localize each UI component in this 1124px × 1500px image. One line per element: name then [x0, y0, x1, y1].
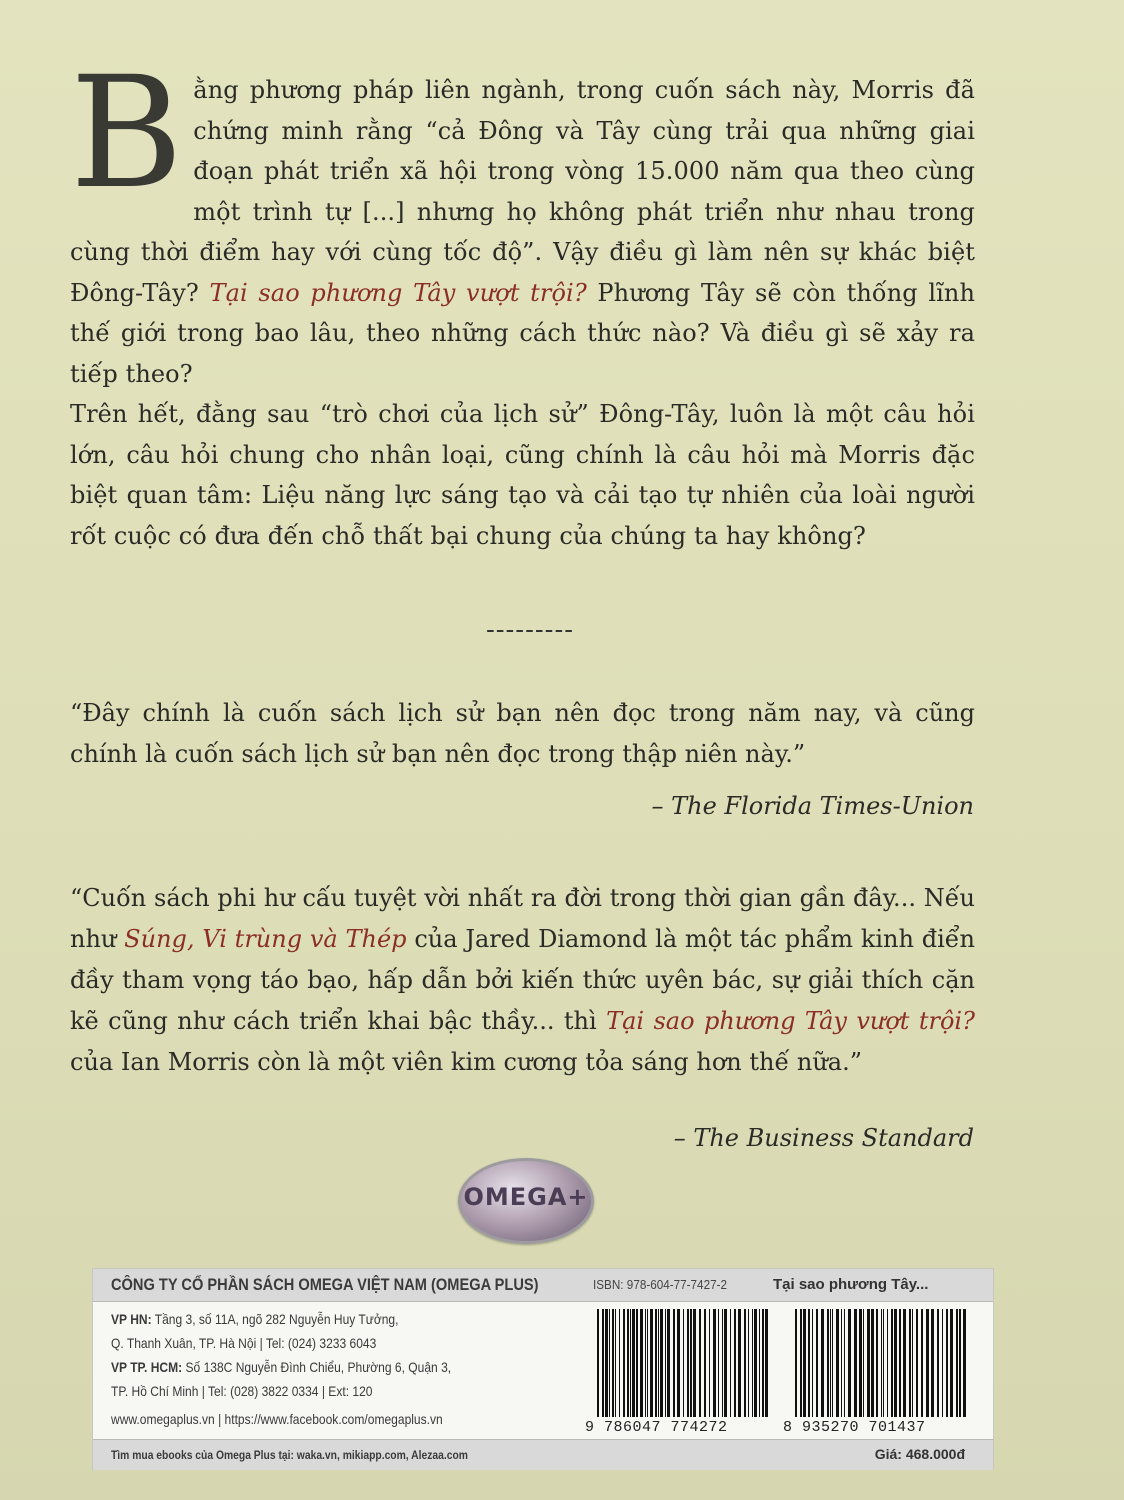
- description-paragraph-2: Trên hết, đằng sau “trò chơi của lịch sử” Đông-Tây, luôn là một câu hỏi lớn, câu hỏi chung cho nhân loại, cũng chính là câu hỏi mà Morris đặc biệt quan tâm: Liệu năng lực sáng tạo và cải tạo tự nhiên của loài người rốt cuộc có đưa đến chỗ thất bại chung của chúng ta hay không?: [70, 400, 975, 550]
- barcode-bar: [832, 1309, 833, 1417]
- barcode-bar: [891, 1309, 893, 1417]
- barcode-bar: [937, 1309, 939, 1417]
- barcode-bar: [660, 1309, 663, 1417]
- barcode-bar: [762, 1309, 764, 1417]
- barcode-bar: [709, 1309, 710, 1417]
- barcode-bar: [704, 1309, 706, 1417]
- product-barcode-digits: 8 935270 701437: [783, 1419, 926, 1436]
- barcode-bar: [730, 1309, 731, 1417]
- barcode-bar: [899, 1309, 901, 1417]
- description-p1-end: Phương Tây sẽ còn thống lĩnh thế giới trong bao lâu, theo những cách thức nào? Và điều gì sẽ xảy ra tiếp theo?: [70, 278, 976, 388]
- barcode-bar: [803, 1309, 806, 1417]
- barcode-bar: [956, 1309, 958, 1417]
- barcode-bar: [693, 1309, 696, 1417]
- quote-1-source: – The Florida Times-Union: [651, 792, 974, 820]
- barcode-bar: [827, 1309, 829, 1417]
- barcode-bar: [722, 1309, 723, 1417]
- barcode-bar: [830, 1309, 831, 1417]
- publisher-company-name: CÔNG TY CỔ PHẦN SÁCH OMEGA VIỆT NAM (OMEGA PLUS): [111, 1275, 539, 1294]
- price-text: Giá: 468.000đ: [874, 1446, 965, 1462]
- barcode-bar: [946, 1309, 948, 1417]
- barcode-bar: [724, 1309, 727, 1417]
- publisher-label: [92, 1268, 994, 1470]
- barcode-bar: [795, 1309, 797, 1417]
- barcode-bar: [687, 1309, 689, 1417]
- barcode-bar: [950, 1309, 953, 1417]
- barcode-bar: [909, 1309, 911, 1417]
- barcode-bar: [734, 1309, 736, 1417]
- ebook-info: Tìm mua ebooks của Omega Plus tại: waka.vn, mikiapp.com, Alezaa.com: [111, 1448, 468, 1462]
- sticker-logo-text: OMEGA+: [463, 1183, 589, 1211]
- barcode-bar: [876, 1309, 878, 1417]
- barcode-bar: [744, 1309, 746, 1417]
- quote-2-book1: Súng, Vi trùng và Thép: [124, 925, 407, 953]
- hn-label: VP HN:: [111, 1311, 152, 1327]
- barcode-bar: [926, 1309, 929, 1417]
- barcode-bar: [854, 1309, 857, 1417]
- quote-2: [70, 878, 975, 1083]
- barcode-bar: [812, 1309, 813, 1417]
- barcode-bar: [916, 1309, 918, 1417]
- barcode-bar: [887, 1309, 888, 1417]
- barcode-bar: [597, 1309, 599, 1417]
- section-divider: ---------: [485, 615, 575, 645]
- barcode-bar: [844, 1309, 845, 1417]
- barcode-bar: [632, 1309, 635, 1417]
- quote-2-part1: “Cuốn sách phi hư cấu tuyệt vời nhất ra đời trong thời gian gần đây... Nếu như: [70, 884, 975, 953]
- hcm-label: VP TP. HCM:: [111, 1359, 183, 1375]
- barcode-bar: [630, 1309, 631, 1417]
- barcode-bar: [673, 1309, 675, 1417]
- hn-address-line-1: VP HN: Tầng 3, số 11A, ngõ 282 Nguyễn Huy Tưởng,: [111, 1311, 399, 1327]
- barcode-bar: [665, 1309, 666, 1417]
- barcode-bar: [752, 1309, 753, 1417]
- barcode-bar: [645, 1309, 646, 1417]
- quote-1: [70, 693, 975, 775]
- barcode-bar: [931, 1309, 934, 1417]
- barcode-bar: [647, 1309, 648, 1417]
- barcode-bar: [650, 1309, 653, 1417]
- barcode-bar: [903, 1309, 906, 1417]
- dropcap-letter: B: [70, 44, 184, 223]
- barcode-bar: [963, 1309, 966, 1417]
- description-block: [70, 44, 976, 556]
- barcode-bar: [821, 1309, 824, 1417]
- quote-2-source: – The Business Standard: [673, 1124, 974, 1152]
- barcode-bar: [605, 1309, 608, 1417]
- barcode-bar: [867, 1309, 870, 1417]
- barcode-bar: [640, 1309, 643, 1417]
- barcode-bar: [699, 1309, 701, 1417]
- barcode-bar: [612, 1309, 614, 1417]
- barcode-bar: [713, 1309, 716, 1417]
- barcode-bar: [836, 1309, 839, 1417]
- product-barcode: [791, 1309, 971, 1417]
- quote-1-text: “Đây chính là cuốn sách lịch sử bạn nên đọc trong năm nay, và cũng chính là cuốn sách lịch sử bạn nên đọc trong thập niên này.”: [70, 699, 975, 768]
- label-footer: [93, 1439, 993, 1470]
- barcode-bar: [623, 1309, 625, 1417]
- barcode-bar: [609, 1309, 610, 1417]
- barcode-bar: [754, 1309, 757, 1417]
- barcode-bar: [655, 1309, 657, 1417]
- barcode-bar: [959, 1309, 961, 1417]
- barcode-bar: [859, 1309, 862, 1417]
- barcode-bar: [808, 1309, 810, 1417]
- hn-address-line-2: Q. Thanh Xuân, TP. Hà Nội | Tel: (024) 3233 6043: [111, 1335, 377, 1351]
- barcode-bar: [765, 1309, 768, 1417]
- barcode-bar: [627, 1309, 629, 1417]
- barcode-bar: [636, 1309, 638, 1417]
- barcode-bar: [921, 1309, 923, 1417]
- barcode-bar: [738, 1309, 741, 1417]
- barcode-bar: [718, 1309, 719, 1417]
- barcode-bar: [942, 1309, 943, 1417]
- quote-2-part3: của Ian Morris còn là một viên kim cương tỏa sáng hơn thế nữa.”: [70, 1048, 863, 1076]
- omega-hologram-sticker: [458, 1158, 594, 1244]
- barcode-bar: [619, 1309, 620, 1417]
- isbn-barcode-digits: 9 786047 774272: [585, 1419, 728, 1436]
- barcode-bar: [683, 1309, 684, 1417]
- barcode-bar: [667, 1309, 670, 1417]
- barcode-bar: [800, 1309, 802, 1417]
- barcode-bar: [748, 1309, 749, 1417]
- barcode-bar: [690, 1309, 692, 1417]
- quote-2-part2: của Jared Diamond là một tác phẩm kinh điển đầy tham vọng táo bạo, hấp dẫn bởi kiến thức uyên bác, sự giải thích cặn kẽ cũng như cách triển khai bậc thầy... thì: [70, 925, 975, 1035]
- description-p1-start: ằng phương pháp liên ngành, trong cuốn sách này, Morris đã chứng minh rằng “cả Đông và Tây cùng trải qua những giai đoạn phát triển xã hội trong vòng 15.000 năm qua theo cùng một trình tự [...] nhưng họ không phát triển như nhau trong cùng thời điểm hay với cùng tốc độ”. Vậy điều gì làm nên sự khác biệt Đông-Tây?: [70, 76, 975, 307]
- website-line: www.omegaplus.vn | https://www.facebook.com/omegaplus.vn: [111, 1411, 443, 1427]
- barcode-bar: [677, 1309, 680, 1417]
- label-book-title: Tại sao phương Tây...: [773, 1276, 929, 1293]
- barcode-bar: [912, 1309, 913, 1417]
- barcode-bar: [602, 1309, 604, 1417]
- barcode-bar: [759, 1309, 760, 1417]
- barcode-bar: [658, 1309, 659, 1417]
- label-header: [93, 1269, 993, 1302]
- barcode-bar: [863, 1309, 864, 1417]
- description-paragraph-1: [70, 44, 976, 394]
- barcode-bar: [881, 1309, 882, 1417]
- hcm-address-line-2: TP. Hồ Chí Minh | Tel: (028) 3822 0334 | Ext: 120: [111, 1383, 373, 1399]
- barcode-bar: [871, 1309, 874, 1417]
- isbn-barcode: [593, 1309, 773, 1417]
- barcode-bar: [816, 1309, 818, 1417]
- barcode-bar: [848, 1309, 851, 1417]
- isbn-text: ISBN: 978-604-77-7427-2: [593, 1277, 727, 1292]
- barcode-bar: [841, 1309, 842, 1417]
- barcode-bar: [615, 1309, 616, 1417]
- barcode-bar: [883, 1309, 884, 1417]
- barcode-bar: [894, 1309, 897, 1417]
- book-title-highlight: Tại sao phương Tây vượt trội?: [209, 278, 587, 307]
- hcm-address-line-1: VP TP. HCM: Số 138C Nguyễn Đình Chiểu, Phường 6, Quận 3,: [111, 1359, 452, 1375]
- quote-2-book2: Tại sao phương Tây vượt trội?: [606, 1007, 975, 1035]
